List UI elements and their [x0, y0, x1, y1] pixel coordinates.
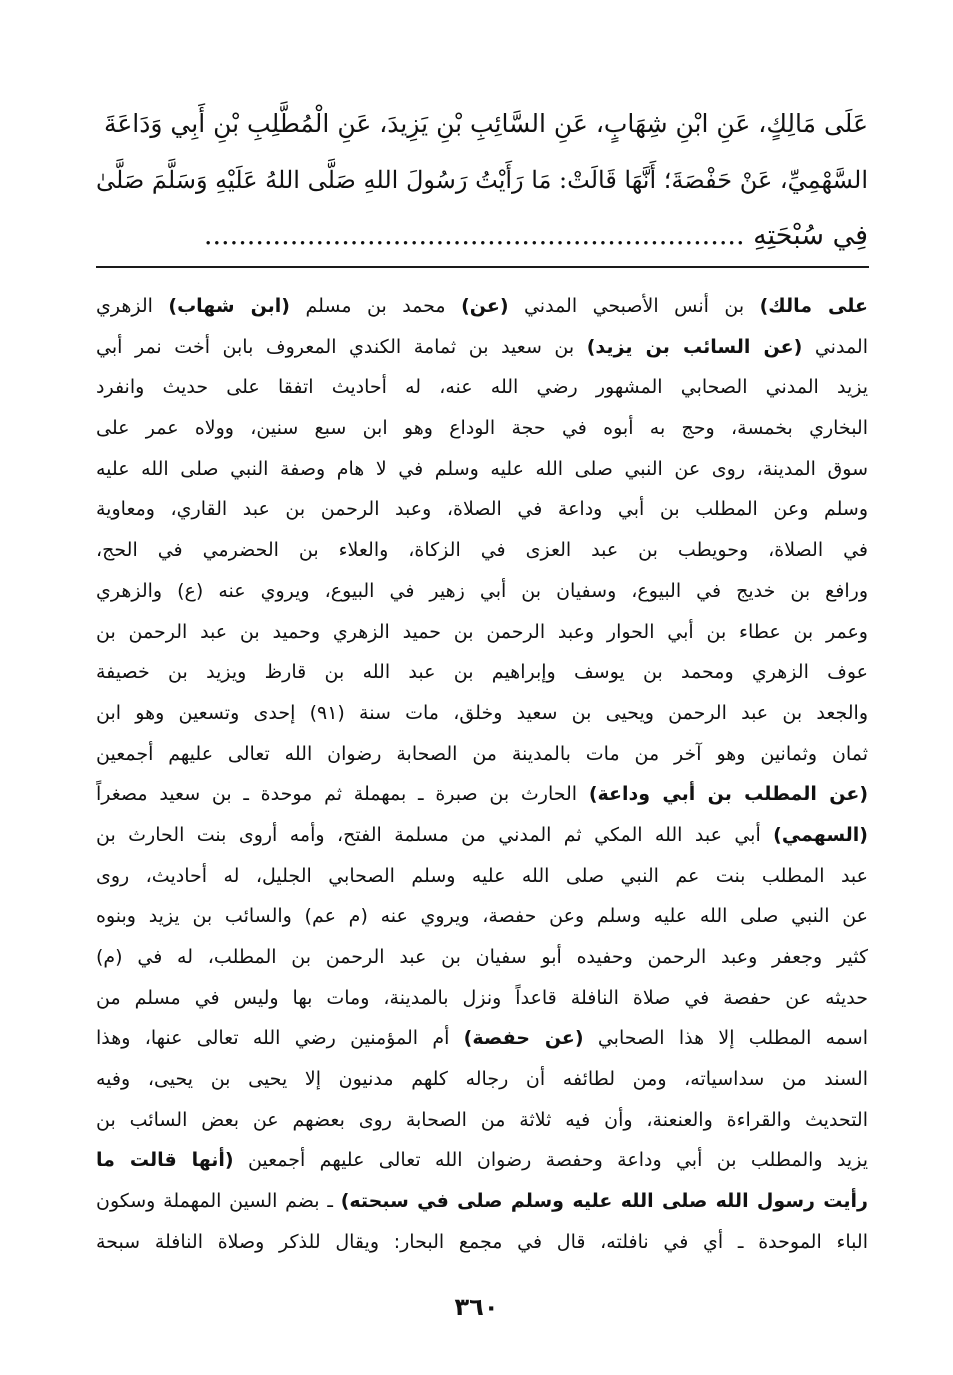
commentary-segment: في الصلاة، وحويطب بن عبد العزى في الزكاة، والعلاء بن الحضرمي في الحج، — [96, 539, 868, 562]
commentary-line — [96, 612, 868, 653]
commentary-line — [96, 449, 868, 490]
commentary-segment: بن سعيد بن ثمامة الكندي المعروف بابن أخت نمر أبي — [96, 335, 587, 358]
hadith-line-2: السَّهْمِيِّ، عَنْ حَفْصَةَ؛ أَنَّهَا قَالَتْ: مَا رَأَيْتُ رَسُولَ اللهِ صَلَّى اللهُ عَلَيْهِ وَسَلَّمَ صَلَّىٰ — [96, 166, 868, 194]
commentary-segment: التحديث والقراءة والعنعنة، وأن فيه ثلاثة من الصحابة روى بعضهم عن بعض السائب بن — [96, 1108, 868, 1131]
commentary-segment: البخاري بخمسة، وحج به أبوه في حجة الوداع وهو ابن سبع سنين، وولاه عمر على — [96, 417, 868, 440]
commentary-line — [96, 896, 868, 937]
commentary-text — [96, 286, 868, 1263]
commentary-line — [96, 1222, 868, 1263]
footnote-separator-rule — [96, 266, 869, 268]
commentary-segment: الحارث بن صبرة ـ بمهملة ثم موحدة ـ بن سعيد مصغراً — [96, 783, 589, 806]
commentary-line — [96, 1100, 868, 1141]
hadith-continuation-dots: ............................................................... — [203, 220, 745, 251]
commentary-line — [96, 693, 868, 734]
commentary-line — [96, 327, 868, 368]
commentary-line — [96, 856, 868, 897]
commentary-segment: اسمه المطلب إلا هذا الصحابي — [583, 1027, 868, 1050]
hadith-line-1: عَلَى مَالِكٍ، عَنِ ابْنِ شِهَابٍ، عَنِ السَّائِبِ بْنِ يَزِيدَ، عَنِ الْمُطَّلِبِ بْنِ أَبِي وَدَاعَةَ — [103, 109, 868, 138]
commentary-segment: ثمان وثمانين وهو آخر من مات بالمدينة من الصحابة رضوان الله تعالى عليهم أجمعين — [96, 742, 868, 765]
commentary-line — [96, 1059, 868, 1100]
commentary-segment: سوق المدينة، روى عن النبي صلى الله عليه وسلم في لا هام وصفة النبي صلى الله عليه — [96, 457, 868, 480]
commentary-line — [96, 489, 868, 530]
commentary-segment: بن أنس الأصبحي المدني — [508, 295, 760, 317]
commentary-segment: يزيد المدني الصحابي المشهور رضي الله عنه، له أحاديث اتفقا على حديث وانفرد — [96, 376, 868, 399]
hadith-line-3 — [96, 208, 868, 264]
quoted-phrase: رأيت رسول الله صلى الله عليه وسلم صلى في سبحته) — [340, 1190, 868, 1213]
commentary-segment: والجعد بن عبد الرحمن ويحيى بن سعيد وخلق، مات سنة (٩١) إحدى وتسعين وهو ابن — [96, 701, 868, 724]
commentary-line — [96, 978, 868, 1019]
quoted-phrase: (ابن شهاب) — [168, 295, 290, 317]
commentary-segment: وعمر بن عطاء بن أبي الحوار وعبد الرحمن بن حميد الزهري وحميد بن عبد الرحمن بن — [96, 620, 868, 643]
commentary-line — [96, 1181, 868, 1222]
quoted-phrase: (عن المطلب بن أبي وداعة) — [588, 783, 868, 806]
commentary-line — [96, 815, 868, 856]
commentary-segment: يزيد والمطلب بن أبي وداعة وحفصة رضوان الله تعالى عليهم أجمعين — [233, 1149, 868, 1172]
commentary-segment: ورافع بن خديج في البيوع، وسفيان بن أبي زهير في البيوع، ويروي عنه (ع) والزهري — [96, 579, 868, 602]
commentary-line — [96, 367, 868, 408]
commentary-segment: الزهري — [96, 295, 169, 317]
commentary-segment: الباء الموحدة ـ أي في نافلته، قال في مجمع البحار: ويقال للذكر وصلاة النافلة سبحة — [96, 1230, 868, 1253]
quoted-phrase: (أنها قالت ما — [96, 1149, 234, 1172]
commentary-segment: محمد بن مسلم — [290, 295, 462, 317]
quoted-phrase: (عن السائب بن يزيد) — [586, 335, 803, 358]
commentary-line — [96, 408, 868, 449]
commentary-segment: السند من سداسياته، ومن لطائفه أن رجاله كلهم مدنيون إلا يحيى بن يحيى، وفيه — [96, 1068, 868, 1091]
commentary-line — [96, 774, 868, 815]
commentary-segment: ـ بضم السين المهملة وسكون — [96, 1190, 341, 1213]
quoted-phrase: (السهمي) — [773, 823, 868, 846]
commentary-segment: عوف الزهري ومحمد بن يوسف وإبراهيم بن عبد الله بن قارظ ويزيد بن خصيفة — [96, 661, 868, 684]
commentary-line — [96, 571, 868, 612]
commentary-segment: كثير وجعفر وعبد الرحمن وحفيده أبو سفيان بن عبد الرحمن بن المطلب، له في (م) — [96, 946, 868, 968]
quoted-phrase: (عن) — [461, 295, 509, 317]
commentary-line — [96, 652, 868, 693]
commentary-line — [96, 1140, 868, 1181]
commentary-segment: أبي عبد الله المكي ثم المدني من مسلمة الفتح، وأمه أروى بنت الحارث بن — [96, 823, 774, 846]
hadith-text — [96, 96, 868, 264]
quoted-phrase: (عن حفصة) — [463, 1027, 584, 1050]
commentary-line — [96, 937, 868, 978]
commentary-segment: عبد المطلب بنت عم النبي صلى الله عليه وسلم الصحابي الجليل، له أحاديث، روى — [96, 864, 868, 887]
quoted-phrase: على مالك) — [759, 295, 868, 317]
commentary-line — [96, 286, 868, 327]
commentary-segment: المدني — [802, 335, 868, 358]
commentary-line — [96, 1018, 868, 1059]
commentary-line — [96, 734, 868, 775]
page-number: ٣٦٠ — [454, 1293, 499, 1321]
commentary-line — [96, 530, 868, 571]
commentary-segment: حديثه عن حفصة في صلاة النافلة قاعداً ونزل بالمدينة، ومات بها وليس في مسلم من — [96, 986, 868, 1009]
hadith-line-3-text: فِي سُبْحَتِهِ — [753, 220, 868, 251]
commentary-segment: عن النبي صلى الله عليه وسلم وعن حفصة، ويروي عنه (م عم) والسائب بن يزيد وبنوه — [96, 905, 868, 928]
commentary-segment: أم المؤمنين رضي الله تعالى عنها، وهذا — [96, 1027, 464, 1050]
commentary-segment: وسلم وعن المطلب بن أبي وداعة في الصلاة، وعبد الرحمن بن عبد القاري، ومعاوية — [96, 498, 868, 521]
